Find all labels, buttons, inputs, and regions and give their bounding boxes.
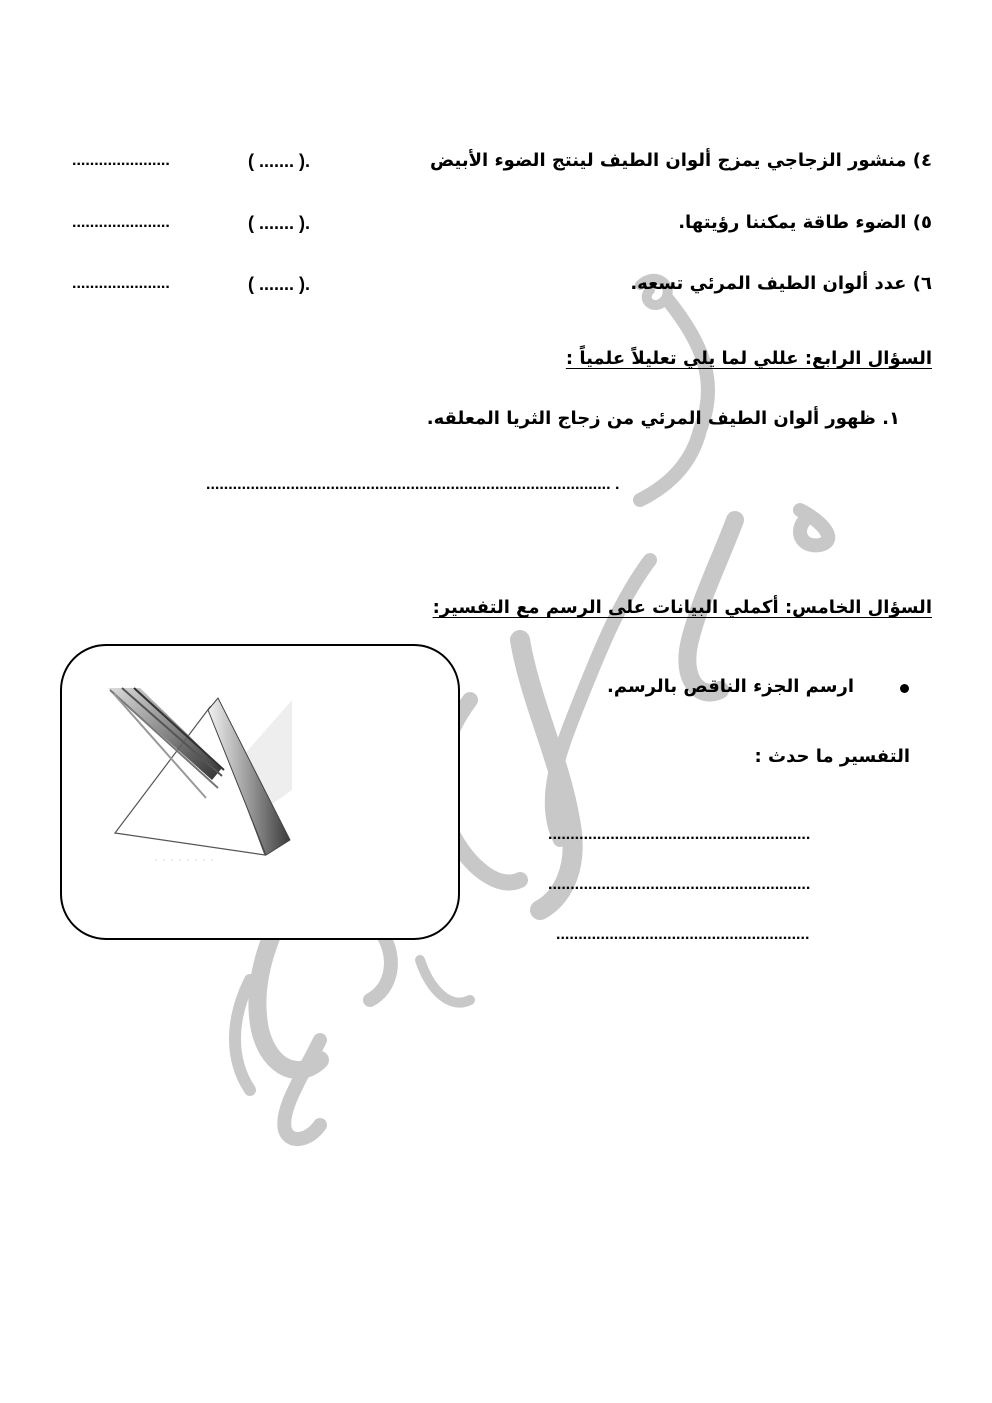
explanation-line-3[interactable]: ......................................................... xyxy=(556,926,810,943)
item-6-answer-paren[interactable]: ( ....... ). xyxy=(248,274,310,294)
question-4-item: ١. ظهور ألوان الطيف المرئي من زجاج الثريا المعلقه. xyxy=(426,408,900,429)
question-5-heading: السؤال الخامس: أكملي البيانات على الرسم مع التفسير: xyxy=(432,597,932,618)
item-4-statement: منشور الزجاجي يمزج ألوان الطيف لينتج الضوء الأبيض xyxy=(429,150,907,171)
draw-instruction: ارسم الجزء الناقص بالرسم. xyxy=(607,676,854,697)
item-6-statement: عدد ألوان الطيف المرئي تسعه. xyxy=(630,273,907,294)
explanation-label: التفسير ما حدث : xyxy=(754,746,910,767)
item-6-number: ٦) xyxy=(912,273,932,294)
item-5-statement: الضوء طاقة يمكننا رؤيتها. xyxy=(678,212,907,233)
bullet-icon xyxy=(900,684,909,693)
question-4-heading: السؤال الرابع: عللي لما يلي تعليلاً علمياً : xyxy=(565,348,932,369)
item-5-text xyxy=(678,212,932,233)
item-4-correction-line[interactable]: ...................... xyxy=(72,152,170,169)
question-4-answer-line[interactable]: ........................................................................................... . xyxy=(206,476,620,493)
item-4-answer-paren[interactable]: ( ....... ). xyxy=(248,151,310,171)
item-4-number: ٤) xyxy=(912,150,932,171)
item-5-correction-line[interactable]: ...................... xyxy=(72,214,170,231)
item-5-answer-paren[interactable]: ( ....... ). xyxy=(248,213,310,233)
item-4-text xyxy=(430,150,932,171)
prism-diagram xyxy=(100,680,310,870)
item-6-correction-line[interactable]: ...................... xyxy=(72,275,170,292)
item-6-text xyxy=(630,273,932,294)
light-rays xyxy=(108,688,224,798)
explanation-line-1[interactable]: ........................................................... xyxy=(548,826,811,843)
explanation-line-2[interactable]: ........................................................... xyxy=(548,876,811,893)
item-5-number: ٥) xyxy=(912,212,932,233)
